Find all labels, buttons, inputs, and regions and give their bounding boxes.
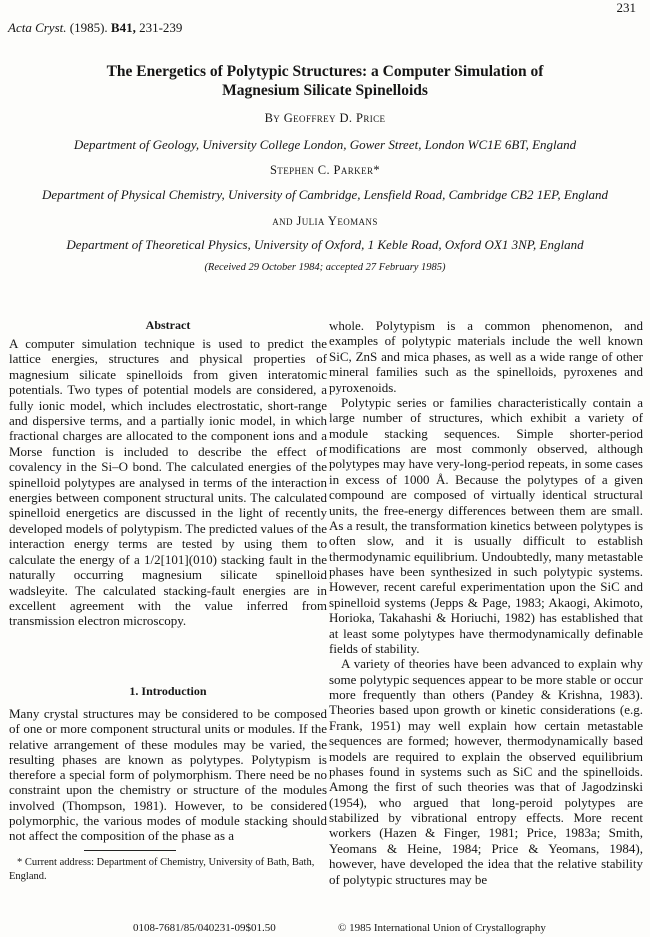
journal-name: Acta Cryst. (8, 20, 67, 35)
abstract-paragraph: A computer simulation technique is used to predict the lattice energies, structures and physical properties of magnesium silicate spinelloids from given interatomic potentials. Two types of potential models are considered, a fully ionic model, which includes electrostatic, short-range and dispersive terms, and a partially ionic model, in which fractional charges are allocated to the component ions and a Morse function is included to describe the effect of covalency in the Si–O bond. The calculated energies of the spinelloid polytypes are analysed in terms of the interaction energies between component structural units. The calculated spinelloid energetics are discussed in the light of recently developed models of polytypism. The predicted values of the interaction energy terms are tested by using them to calculate the energy of a 1/2[101](010) stacking fault in the naturally occurring magnesium silicate spinelloid wadsleyite. The calculated stacking-fault energies are in excellent agreement with the value inferred from transmission electron microscopy. (9, 336, 327, 629)
right-column (329, 318, 643, 887)
introduction-text (9, 706, 327, 844)
copyright-notice: © 1985 International Union of Crystallography (338, 922, 546, 934)
journal-pages: 231-239 (139, 20, 183, 35)
received-dates: (Received 29 October 1984; accepted 27 February 1985) (204, 262, 446, 273)
introduction-heading: 1. Introduction (129, 684, 207, 698)
affiliation-1: Department of Geology, University College London, Gower Street, London WC1E 6BT, England (73, 137, 577, 152)
introduction-paragraph: Many crystal structures may be considered to be composed of one or more component structural units or modules. If the relative arrangement of these modules may be varied, the resulting phases are known as polytypes. Polytypism is therefore a special form of polymorphism. There need be no constraint upon the chemistry or structure of the modules involved (Thompson, 1981). However, to be considered polymorphic, the various modes of module stacking should not affect the composition of the phase as a (9, 706, 327, 844)
footnote-divider (84, 850, 176, 851)
journal-volume: B41, (110, 20, 136, 35)
journal-citation (8, 20, 182, 36)
footnote: * Current address: Department of Chemistry, University of Bath, Bath, England. (9, 857, 315, 882)
journal-year: (1985). (69, 20, 108, 35)
author-3: and Julia Yeomans (272, 214, 378, 228)
author-1: By Geoffrey D. Price (264, 111, 386, 125)
page-number: 231 (616, 0, 636, 15)
abstract-heading: Abstract (145, 318, 191, 332)
right-paragraph-3: A variety of theories have been advanced to explain why some polytypic sequences appear to be more stable or occur more frequently than others (Pandey & Krishna, 1983). Theories based upon growth or kinetic considerations (e.g. Frank, 1951) may well explain how certain metastable sequences are formed; however, thermodynamically based models are required to explain the observed equilibrium phases found in systems such as SiC and the spinelloids. Among the first of such theories was that of Jagodzinski (1954), who argued that long-peroid polytypes are stabilized by vibrational entropy effects. More recent workers (Hazen & Finger, 1981; Price, 1983a; Smith, Yeomans & Heine, 1984; Price & Yeomans, 1984), however, have developed the idea that the relative stability of polytypic structures may be (329, 656, 643, 887)
abstract-text (9, 336, 327, 629)
right-paragraph-1: whole. Polytypism is a common phenomenon, and examples of polytypic materials include the well known SiC, ZnS and mica phases, as well as a wide range of other mineral families such as the spinelloids, pyroxenes and pyroxenoids. (329, 318, 643, 395)
author-2: Stephen C. Parker* (269, 163, 381, 177)
title-line-2: Magnesium Silicate Spinelloids (222, 82, 428, 99)
right-paragraph-2: Polytypic series or families characteristically contain a large number of structures, which exhibit a variety of module stacking sequences. Simple shorter-period modifications are most commonly observed, although polytypes may have very-long-period repeats, in some cases in excess of 1000 Å. Because the polytypes of a given compound are composed of virtually identical structural units, the free-energy differences between them are small. As a result, the transformation kinetics between polytypes is often slow, and it is usually difficult to establish thermodynamic equilibrium. Undoubtedly, many metastable phases have been synthesized in such polytypic systems. However, recent careful experimentation upon the SiC and spinelloid systems (Jepps & Page, 1983; Akaogi, Akimoto, Horioka, Takahashi & Horiuchi, 1982) has established that at least some polytypes have thermodynamically definable fields of stability. (329, 394, 643, 656)
paper-title (20, 62, 630, 100)
affiliation-2: Department of Physical Chemistry, University of Cambridge, Lensfield Road, Cambridge CB2 1EP, England (42, 187, 608, 202)
article-code: 0108-7681/85/040231-09$01.50 (133, 922, 276, 934)
title-line-1: The Energetics of Polytypic Structures: a Computer Simulation of (106, 63, 544, 80)
affiliation-3: Department of Theoretical Physics, University of Oxford, 1 Keble Road, Oxford OX1 3NP, England (66, 237, 584, 252)
